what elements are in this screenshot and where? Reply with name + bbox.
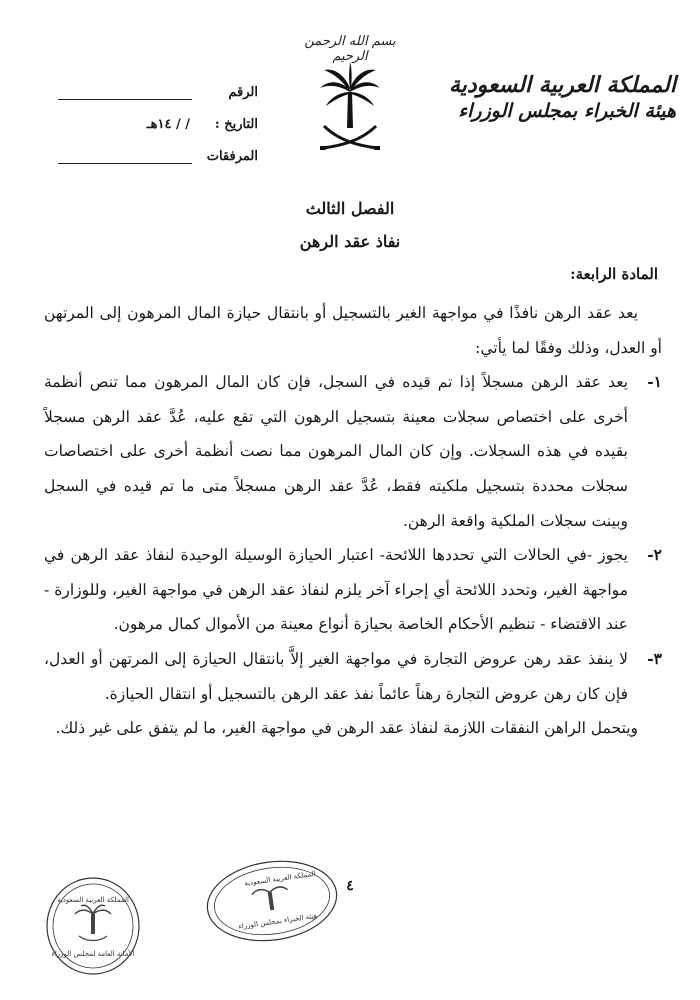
date-value: / / ١٤هـ — [146, 117, 190, 132]
date-row — [58, 100, 258, 132]
org-line-bureau: هيئة الخبراء بمجلس الوزراء — [458, 100, 676, 122]
reference-number-line — [58, 85, 192, 100]
reference-number-row — [58, 68, 258, 100]
list-item — [44, 365, 662, 538]
chapter-title: الفصل الثالث — [305, 199, 395, 218]
item-text: يجوز -في الحالات التي تحددها اللائحة- اعتبار الحيازة الوسيلة الوحيدة لنفاذ عقد الرهن في مواجهة الغير، وتحدد اللائحة أي إجراء آخر يلزم لنفاذ عقد الرهن في مواجهة الغير، وللوزارة - عند الاقتضاء - تنظيم الأحكام الخاصة بحيازة أنواع معينة من الأموال كمال مرهون. — [44, 546, 628, 634]
item-number: ٣- — [647, 648, 662, 668]
stamp-left-bottom-text: الأمانة العامة لمجلس الوزراء — [51, 950, 135, 958]
article-body — [44, 296, 662, 746]
organization-name — [426, 72, 676, 124]
article-heading: المادة الرابعة: — [570, 265, 658, 283]
item-text: لا ينفذ عقد رهن عروض التجارة في مواجهة الغير إلاَّ بانتقال الحيازة إلى المرتهن أو العدل، فإن كان رهن عروض التجارة رهناً عائماً نفذ عقد الرهن بالتسجيل أو انتقال الحيازة. — [44, 649, 628, 703]
reference-number-label: الرقم — [228, 85, 258, 100]
list-item — [44, 642, 662, 711]
stamp-right-bottom-text: هيئة الخبراء بمجلس الوزراء — [237, 911, 318, 931]
reference-fields — [58, 68, 258, 164]
stamp-left-top-text: المملكة العربية السعودية — [57, 896, 129, 904]
item-text: يعد عقد الرهن مسجلاً إذا تم قيده في السجل، فإن كان المال المرهون مما تنص أنظمة أخرى على اختصاص سجلات معينة بتسجيل الرهون التي تقع عليه، عُدَّ عقد الرهن مسجلاً بقيده في هذه السجلات. وإن كان المال المرهون مما نصت أنظمة أخرى على اختصاصات سجلات محددة بتسجيل ملكيته فقط، عُدَّ عقد الرهن مسجلاً متى ما تم قيده في السجل وبينت سجلات الملكية واقعة الرهن. — [44, 373, 628, 530]
attachments-row — [58, 132, 258, 164]
item-number: ٢- — [647, 545, 662, 565]
secretariat-stamp-icon — [45, 876, 141, 976]
attachments-line — [58, 149, 192, 164]
experts-bureau-stamp-icon — [205, 860, 340, 942]
stamp-right-top-text: المملكة العربية السعودية — [243, 869, 317, 888]
article-closing: ويتحمل الراهن النفقات اللازمة لنفاذ عقد الرهن في مواجهة الغير، ما لم يتفق على غير ذلك. — [55, 719, 638, 738]
saudi-emblem-icon — [318, 62, 382, 154]
list-item — [44, 538, 662, 642]
date-label: التاريخ : — [214, 117, 258, 132]
attachments-label: المرفقات — [206, 149, 258, 164]
item-number: ١- — [647, 372, 662, 392]
page-number: ٤ — [346, 878, 354, 894]
org-line-kingdom: المملكة العربية السعودية — [448, 72, 676, 98]
bismillah-heading: بسم الله الرحمن الرحيم — [304, 34, 396, 64]
article-intro: يعد عقد الرهن نافذًا في مواجهة الغير بالتسجيل أو بانتقال حيازة المال المرهون إلى المرتهن أو العدل، وذلك وفقًا لما يأتي: — [44, 304, 662, 357]
chapter-subject: نفاذ عقد الرهن — [299, 232, 401, 251]
